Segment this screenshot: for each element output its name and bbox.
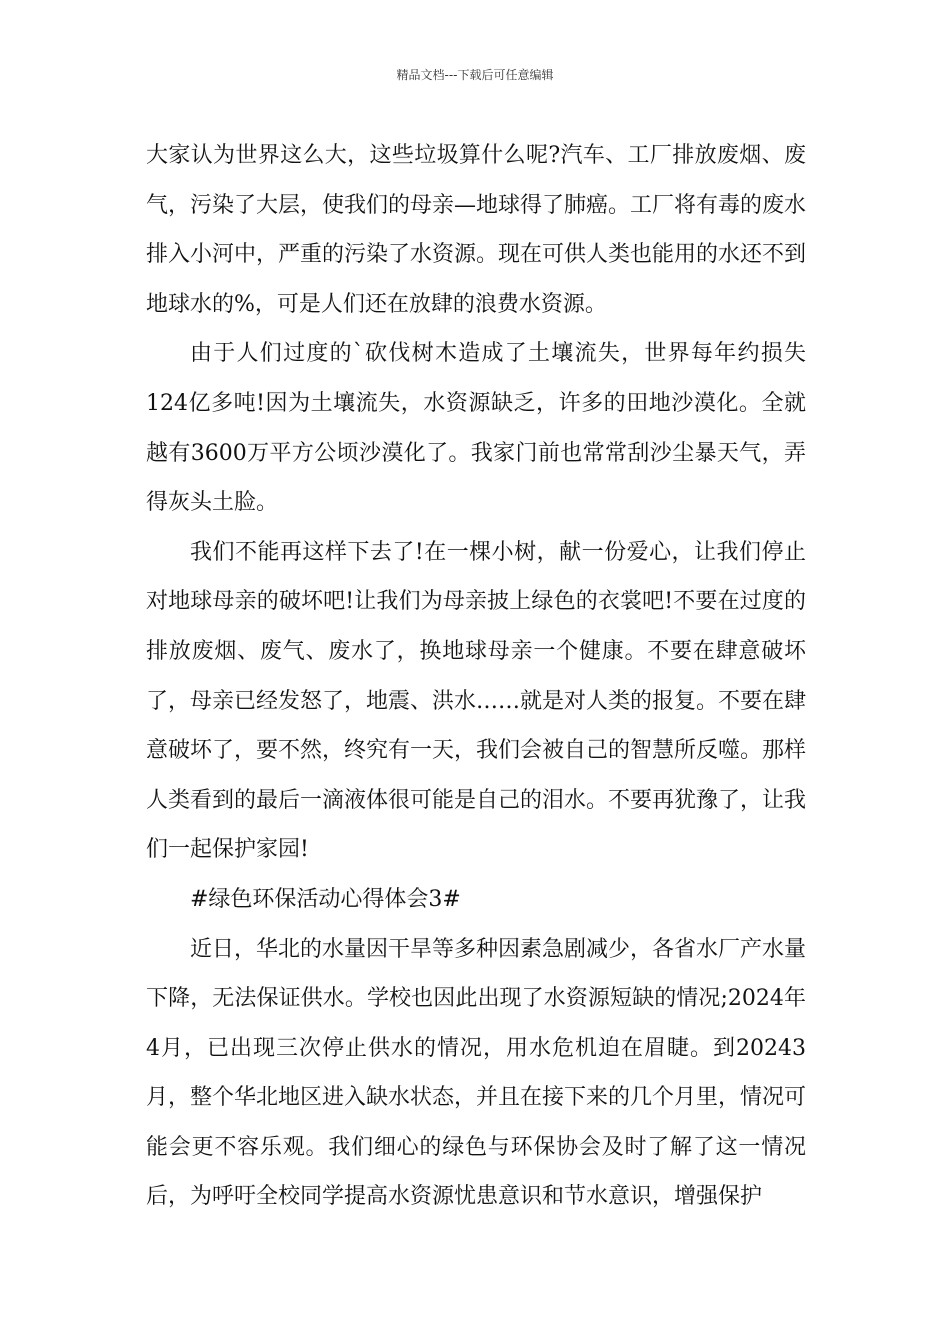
paragraph: 大家认为世界这么大，这些垃圾算什么呢?汽车、工厂排放废烟、废气，污染了大层，使我们的母亲—地球得了肺癌。工厂将有毒的废水排入小河中，严重的污染了水资源。现在可供人类也能用的水还不到地球水的%，可是人们还在放肆的浪费水资源。: [146, 143, 807, 317]
page-header: 精品文档---下载后可任意编辑: [396, 68, 554, 82]
document-body: [146, 131, 806, 1222]
paragraph: 由于人们过度的`砍伐树木造成了土壤流失，世界每年约损失124亿多吨!因为土壤流失，水资源缺乏，许多的田地沙漠化。全就越有3600万平方公顷沙漠化了。我家门前也常常刮沙尘暴天气，弄得灰头土脸。: [146, 341, 806, 516]
paragraph: 我们不能再这样下去了!在一棵小树，献一份爱心，让我们停止对地球母亲的破坏吧!让我们为母亲披上绿色的衣裳吧!不要在过度的排放废烟、废气、废水了，换地球母亲一个健康。不要在肆意破坏了，母亲已经发怒了，地震、洪水……就是对人类的报复。不要在肆意破坏了，要不然，终究有一天，我们会被自己的智慧所反噬。那样人类看到的最后一滴液体很可能是自己的泪水。不要再犹豫了，让我们一起保护家园!: [146, 539, 807, 863]
paragraph: 近日，华北的水量因干旱等多种因素急剧减少，各省水厂产水量下降，无法保证供水。学校也因此出现了水资源短缺的情况;2024年4月，已出现三次停止供水的情况，用水危机迫在眉睫。到20243月，整个华北地区进入缺水状态，并且在接下来的几个月里，情况可能会更不容乐观。我们细心的绿色与环保协会及时了解了这一情况后，为呼吁全校同学提高水资源忧患意识和节水意识，增强保护: [146, 936, 807, 1210]
section-heading: #绿色环保活动心得体会3#: [190, 886, 461, 912]
